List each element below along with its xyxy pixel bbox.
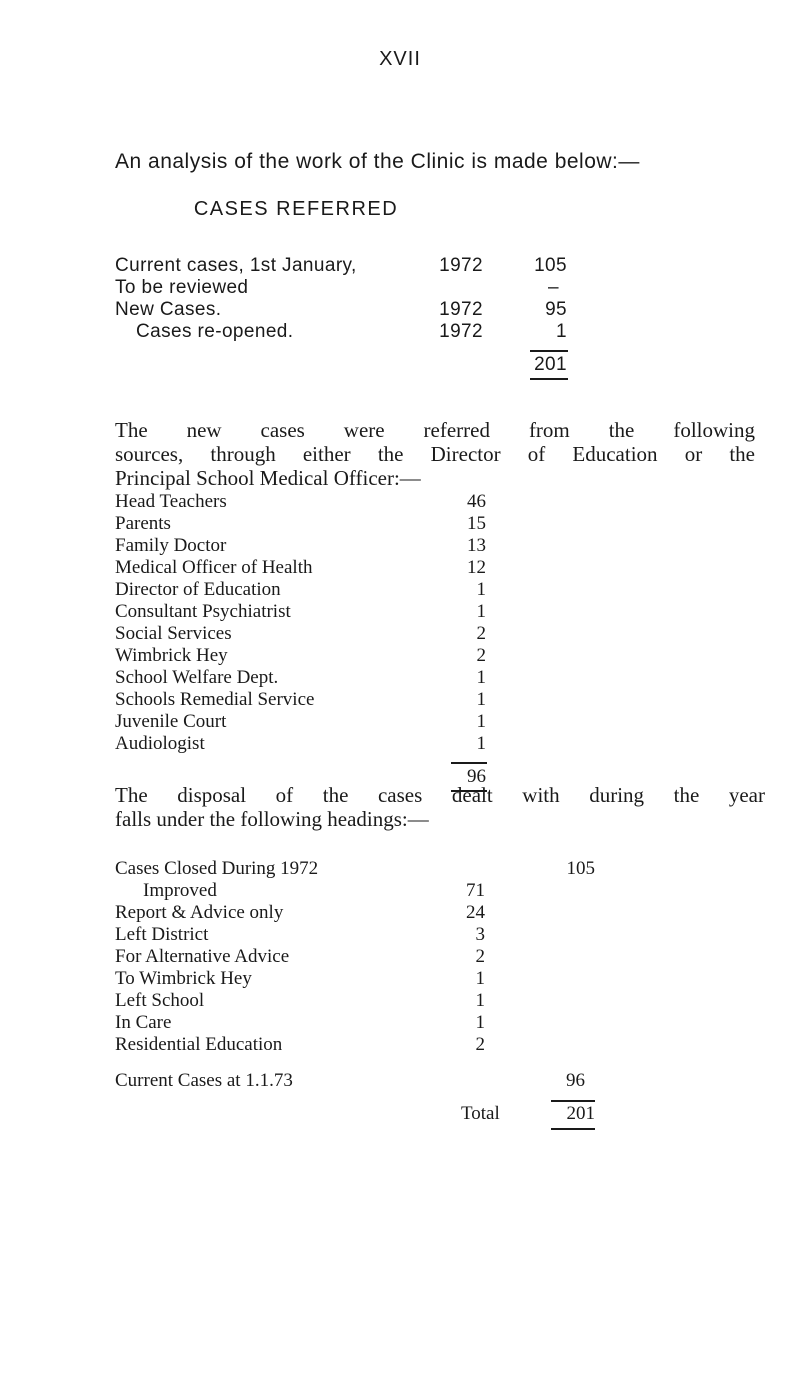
source-label: Schools Remedial Service bbox=[115, 689, 315, 710]
disposal-row-value: 24 bbox=[466, 902, 485, 923]
referred-row-label: Current cases, 1st January, bbox=[115, 255, 357, 276]
source-value: 1 bbox=[476, 579, 486, 600]
referred-row-value: – bbox=[548, 277, 559, 298]
disposal-row-label: Residential Education bbox=[115, 1034, 283, 1055]
disposal-row-label: To Wimbrick Hey bbox=[115, 968, 252, 989]
total-rule bbox=[551, 1100, 595, 1102]
referred-row-label: New Cases. bbox=[115, 299, 222, 320]
page-number: XVII bbox=[379, 48, 421, 70]
total-rule bbox=[530, 378, 568, 380]
disposal-row-label: Improved bbox=[143, 880, 217, 901]
source-value: 1 bbox=[476, 689, 486, 710]
source-value: 1 bbox=[476, 733, 486, 754]
referred-row-value: 95 bbox=[545, 299, 567, 320]
source-label: Parents bbox=[115, 513, 171, 534]
source-label: Audiologist bbox=[115, 733, 205, 754]
referred-total: 201 bbox=[534, 354, 567, 375]
source-label: Wimbrick Hey bbox=[115, 645, 228, 666]
source-label: Medical Officer of Health bbox=[115, 557, 313, 578]
paragraph-line: The new cases were referred from the following bbox=[115, 418, 755, 442]
referred-row-label: Cases re-opened. bbox=[136, 321, 294, 342]
disposal-row-label: Report & Advice only bbox=[115, 902, 284, 923]
paragraph-line: falls under the following headings:— bbox=[115, 807, 429, 831]
disposal-row-label: In Care bbox=[115, 1012, 172, 1033]
disposal-row-label: Left District bbox=[115, 924, 209, 945]
source-value: 2 bbox=[476, 645, 486, 666]
source-value: 12 bbox=[467, 557, 486, 578]
closed-cases-total: 105 bbox=[566, 858, 595, 879]
referred-row-value: 1 bbox=[556, 321, 567, 342]
referred-row-label: To be reviewed bbox=[115, 277, 249, 298]
referred-row-value: 105 bbox=[534, 255, 567, 276]
disposal-row-value: 1 bbox=[475, 1012, 485, 1033]
disposal-row-value: 2 bbox=[475, 946, 485, 967]
referred-row-year: 1972 bbox=[439, 321, 483, 342]
source-label: School Welfare Dept. bbox=[115, 667, 279, 688]
section-heading-cases-referred: CASES REFERRED bbox=[193, 198, 399, 220]
total-rule bbox=[551, 1128, 595, 1130]
source-value: 1 bbox=[476, 601, 486, 622]
sources-paragraph bbox=[115, 418, 755, 490]
referred-row-year: 1972 bbox=[439, 299, 483, 320]
current-cases-label: Current Cases at 1.1.73 bbox=[115, 1070, 293, 1091]
source-label: Consultant Psychiatrist bbox=[115, 601, 291, 622]
grand-total-label: Total bbox=[461, 1103, 500, 1124]
disposal-row-value: 2 bbox=[475, 1034, 485, 1055]
source-value: 2 bbox=[476, 623, 486, 644]
disposal-row-value: 1 bbox=[475, 990, 485, 1011]
source-value: 1 bbox=[476, 667, 486, 688]
total-rule bbox=[530, 350, 568, 352]
total-rule bbox=[451, 762, 487, 764]
disposal-row-label: For Alternative Advice bbox=[115, 946, 290, 967]
source-value: 1 bbox=[476, 711, 486, 732]
paragraph-line: Principal School Medical Officer:— bbox=[115, 466, 421, 490]
intro-text: An analysis of the work of the Clinic is made below:— bbox=[115, 150, 640, 173]
paragraph-line: The disposal of the cases dealt with during the year bbox=[115, 783, 765, 807]
disposal-row-value: 1 bbox=[475, 968, 485, 989]
source-label: Family Doctor bbox=[115, 535, 227, 556]
current-cases-value: 96 bbox=[566, 1070, 585, 1091]
source-label: Social Services bbox=[115, 623, 232, 644]
source-label: Juvenile Court bbox=[115, 711, 227, 732]
grand-total-value: 201 bbox=[566, 1103, 595, 1124]
source-value: 13 bbox=[467, 535, 486, 556]
referred-row-year: 1972 bbox=[439, 255, 483, 276]
source-value: 46 bbox=[467, 491, 486, 512]
sources-total: 96 bbox=[467, 766, 486, 787]
disposal-row-label: Left School bbox=[115, 990, 205, 1011]
disposal-paragraph bbox=[115, 783, 765, 831]
disposal-row-value: 71 bbox=[466, 880, 485, 901]
closed-cases-label: Cases Closed During 1972 bbox=[115, 858, 319, 879]
disposal-row-value: 3 bbox=[475, 924, 485, 945]
paragraph-line: sources, through either the Director of Education or the bbox=[115, 442, 755, 466]
source-label: Head Teachers bbox=[115, 491, 227, 512]
source-value: 15 bbox=[467, 513, 486, 534]
source-label: Director of Education bbox=[115, 579, 281, 600]
